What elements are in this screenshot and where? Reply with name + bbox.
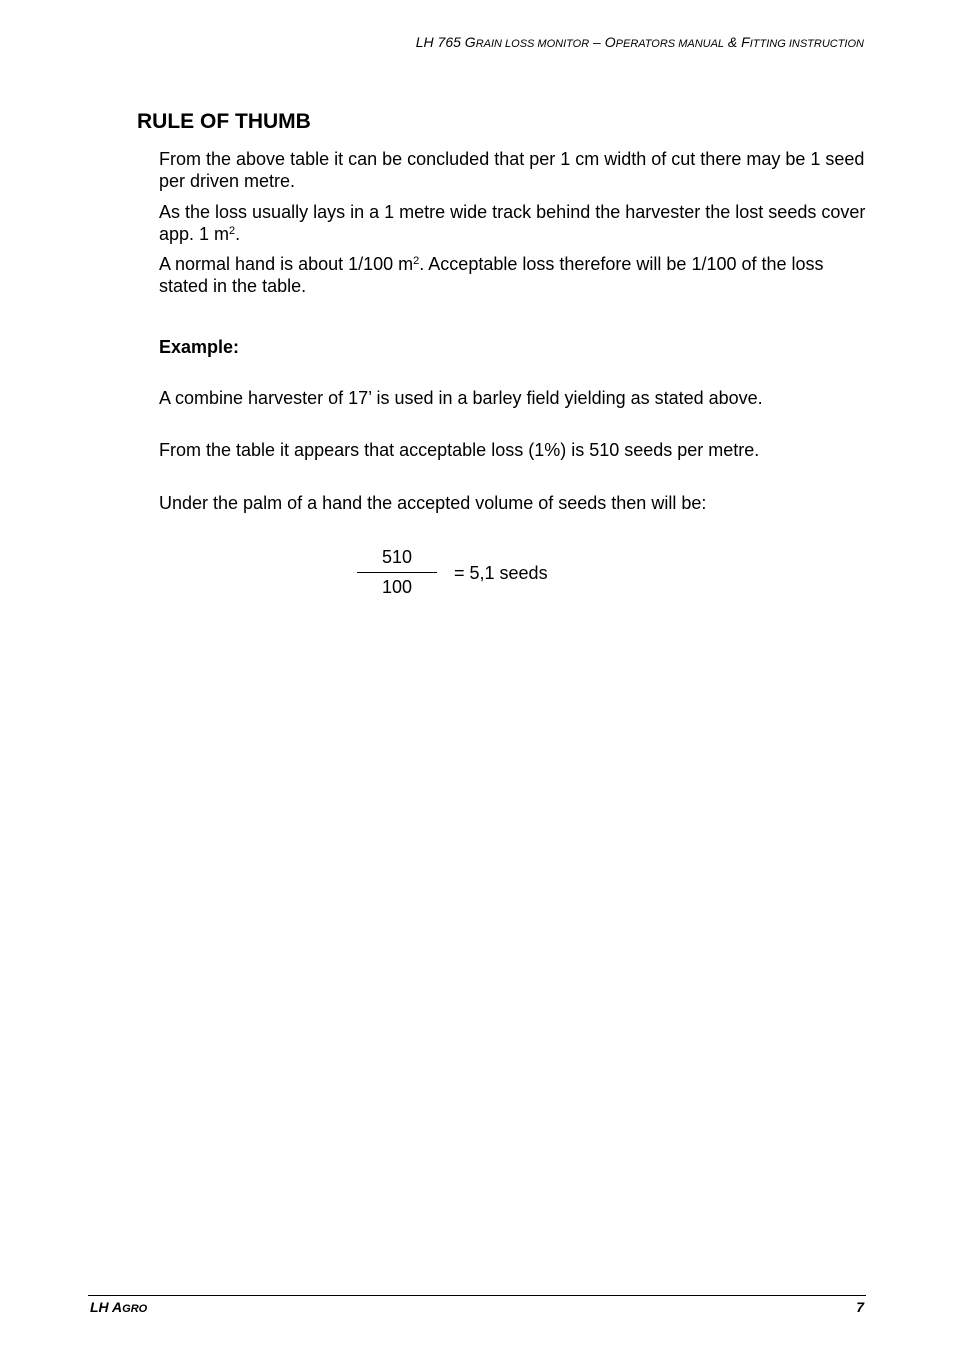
section-heading: RULE OF THUMB <box>137 110 311 133</box>
example-line-palm: Under the palm of a hand the accepted volume of seeds then will be: <box>159 493 707 513</box>
footer-brand-2: GRO <box>122 1303 148 1315</box>
paragraph-hand-area <box>159 253 871 297</box>
superscript-2: 2 <box>413 255 420 267</box>
fraction-bar <box>357 572 437 573</box>
example-line-table: From the table it appears that acceptable loss (1%) is 510 seeds per metre. <box>159 440 760 460</box>
paragraph-loss-track <box>159 201 871 245</box>
paragraph-hand-area-end: . Acceptable loss therefore will be 1/100 of the loss stated in the table. <box>159 254 824 296</box>
paragraph-cut-width: From the above table it can be concluded that per 1 cm width of cut there may be 1 seed per driven metre. <box>159 149 865 191</box>
fraction-denominator: 100 <box>381 577 413 597</box>
superscript-2: 2 <box>229 225 236 237</box>
fraction <box>357 546 437 598</box>
footer-brand-1: LH A <box>90 1299 123 1315</box>
example-label: Example: <box>159 337 240 357</box>
fraction-result: = 5,1 seeds <box>454 563 548 583</box>
page-number: 7 <box>856 1299 864 1315</box>
fraction-numerator: 510 <box>381 547 413 567</box>
example-line-harvester: A combine harvester of 17’ is used in a barley field yielding as stated above. <box>159 388 763 408</box>
header-text-1: LH 765 G <box>415 34 476 50</box>
header-text-3: – O <box>589 34 616 50</box>
paragraph-loss-track-end: . <box>235 224 241 244</box>
header-text-4: PERATORS MANUAL <box>615 38 725 50</box>
footer-brand <box>90 1299 147 1315</box>
paragraph-loss-track-text: As the loss usually lays in a 1 metre wide track behind the harvester the lost seeds cover app. 1 m <box>159 202 866 244</box>
running-header <box>416 34 864 50</box>
header-text-5: & F <box>724 34 750 50</box>
footer-divider <box>88 1295 866 1296</box>
header-text-6: ITTING INSTRUCTION <box>749 38 864 50</box>
paragraph-hand-area-text: A normal hand is about 1/100 m <box>159 254 414 274</box>
header-text-2: RAIN LOSS MONITOR <box>475 38 590 50</box>
